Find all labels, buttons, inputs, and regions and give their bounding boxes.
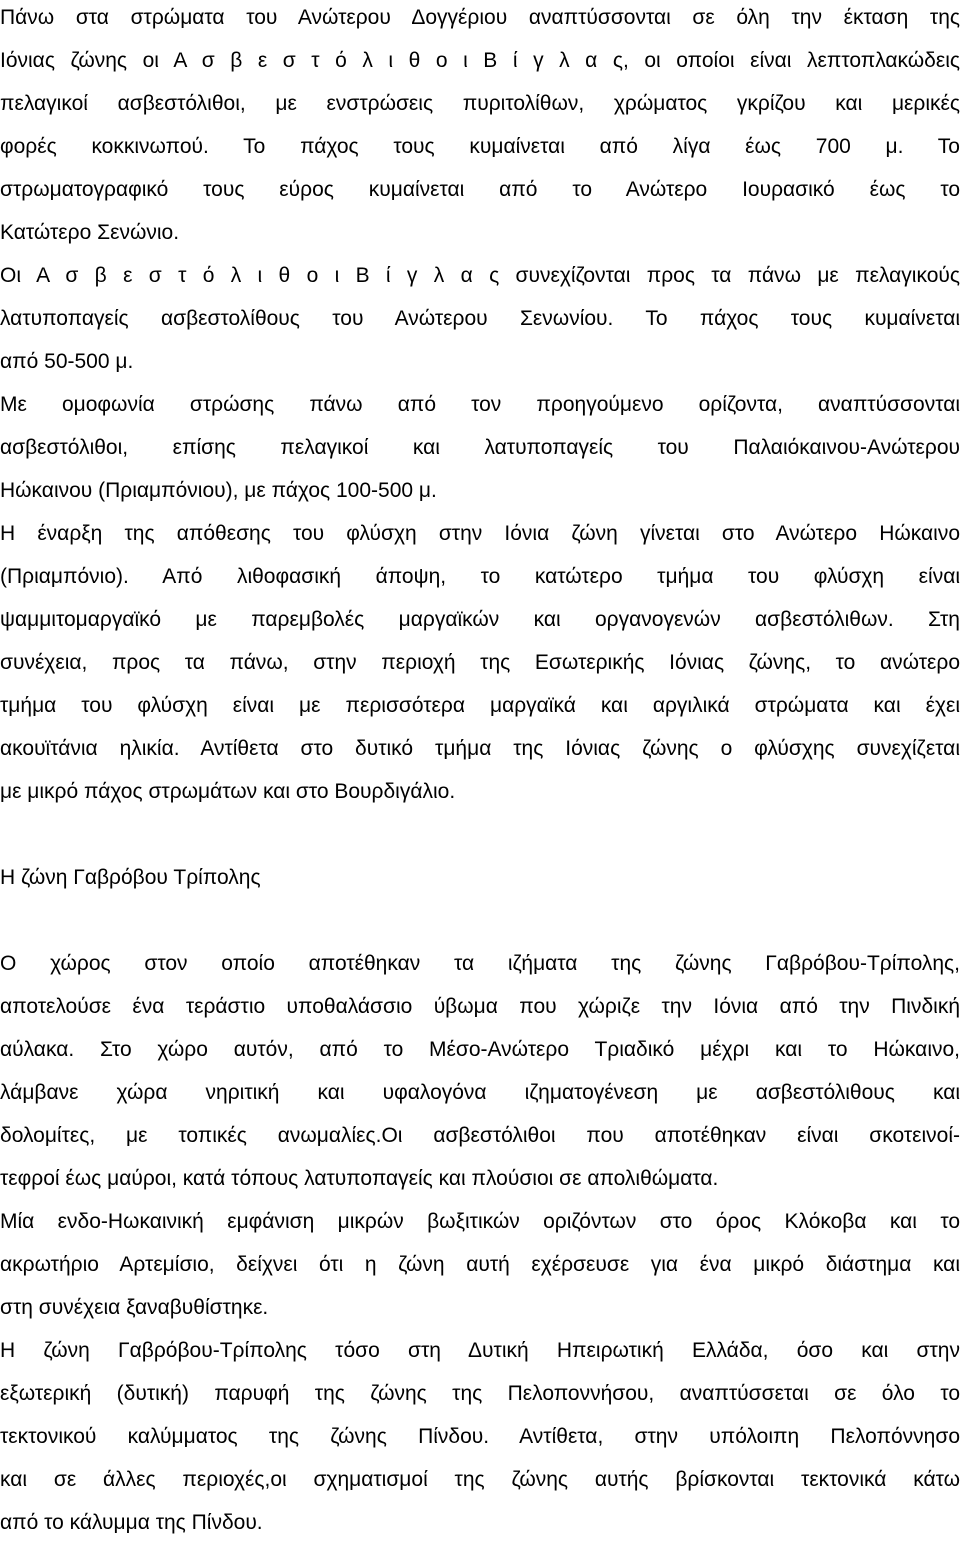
paragraph-line: συνέχεια, προς τα πάνω, στην περιοχή της Εσωτερικής Ιόνιας ζώνης, το ανώτερο xyxy=(0,651,960,674)
paragraph-line: τμήμα του φλύσχη είναι με περισσότερα μαργαϊκά και αργιλικά στρώματα και έχει xyxy=(0,694,960,717)
paragraph-line: αύλακα. Στο χώρο αυτόν, από το Μέσο-Ανώτερο Τριαδικό μέχρι και το Ηώκαινο, xyxy=(0,1038,960,1061)
paragraph-line: ακουϊτάνια ηλικία. Αντίθετα στο δυτικό τμήμα της Ιόνιας ζώνης ο φλύσχης συνεχίζεται xyxy=(0,737,960,760)
paragraph-line: Με ομοφωνία στρώσης πάνω από τον προηγούμενο ορίζοντα, αναπτύσσονται xyxy=(0,393,960,416)
paragraph-line: λατυποπαγείς ασβεστολίθους του Ανώτερου Σενωνίου. Το πάχος τους κυμαίνεται xyxy=(0,307,960,330)
paragraph-line: στη συνέχεια ξαναβυθίστηκε. xyxy=(0,1296,269,1319)
paragraph-line: Μία ενδο-Ηωκαινική εμφάνιση μικρών βωξιτικών οριζόντων στο όρος Κλόκοβα και το xyxy=(0,1210,960,1233)
paragraph-line: πελαγικοί ασβεστόλιθοι, με ενστρώσεις πυριτολίθων, χρώματος γκρίζου και μερικές xyxy=(0,92,960,115)
paragraph-line: στρωματογραφικό τους εύρος κυμαίνεται από το Ανώτερο Ιουρασικό έως το xyxy=(0,178,960,201)
paragraph-line: Ηώκαινου (Πριαμπόνιου), με πάχος 100-500 μ. xyxy=(0,479,437,502)
paragraph-line: Η ζώνη Γαβρόβου-Τρίπολης τόσο στη Δυτική Ηπειρωτική Ελλάδα, όσο και στην xyxy=(0,1339,960,1362)
paragraph-line: Κατώτερο Σενώνιο. xyxy=(0,221,180,244)
section-heading: Η ζώνη Γαβρόβου Τρίπολης xyxy=(0,866,261,889)
paragraph-line: εξωτερική (δυτική) παρυφή της ζώνης της Πελοποννήσου, αναπτύσσεται σε όλο το xyxy=(0,1382,960,1405)
paragraph-line: τεκτονικού καλύμματος της ζώνης Πίνδου. Αντίθετα, στην υπόλοιπη Πελοπόννησο xyxy=(0,1425,960,1448)
paragraph-line: λάμβανε χώρα νηριτική και υφαλογόνα ιζηματογένεση με ασβεστόλιθους και xyxy=(0,1081,960,1104)
paragraph-line: Η έναρξη της απόθεσης του φλύσχη στην Ιόνια ζώνη γίνεται στο Ανώτερο Ηώκαινο xyxy=(0,522,960,545)
paragraph-line: φορές κοκκινωπού. Το πάχος τους κυμαίνεται από λίγα έως 700 μ. Το xyxy=(0,135,960,158)
paragraph-line: από 50-500 μ. xyxy=(0,350,134,373)
paragraph-line: από το κάλυμμα της Πίνδου. xyxy=(0,1511,263,1534)
paragraph-line: αποτελούσε ένα τεράστιο υποθαλάσσιο ύβωμα που χώριζε την Ιόνια από την Πινδική xyxy=(0,995,960,1018)
paragraph-line: ακρωτήριο Αρτεμίσιο, δείχνει ότι η ζώνη αυτή εχέρσευσε για ένα μικρό διάστημα και xyxy=(0,1253,960,1276)
paragraph-line: Ιόνιας ζώνης οι Α σ β ε σ τ ό λ ι θ ο ι Β ί γ λ α ς, οι οποίοι είναι λεπτοπλακώδεις xyxy=(0,49,960,72)
paragraph-line: Οι Α σ β ε σ τ ό λ ι θ ο ι Β ί γ λ α ς συνεχίζονται προς τα πάνω με πελαγικούς xyxy=(0,264,960,287)
paragraph-line: ψαμμιτομαργαϊκό με παρεμβολές μαργαϊκών και οργανογενών ασβεστόλιθων. Στη xyxy=(0,608,960,631)
paragraph-line: (Πριαμπόνιο). Από λιθοφασική άποψη, το κατώτερο τμήμα του φλύσχη είναι xyxy=(0,565,960,588)
paragraph-line: Πάνω στα στρώματα του Ανώτερου Δογγέριου αναπτύσσονται σε όλη την έκταση της xyxy=(0,6,960,29)
paragraph-line: με μικρό πάχος στρωμάτων και στο Βουρδιγάλιο. xyxy=(0,780,456,803)
paragraph-line: Ο χώρος στον οποίο αποτέθηκαν τα ιζήματα της ζώνης Γαβρόβου-Τρίπολης, xyxy=(0,952,960,975)
paragraph-line: τεφροί έως μαύροι, κατά τόπους λατυποπαγείς και πλούσιοι σε απολιθώματα. xyxy=(0,1167,719,1190)
paragraph-line: δολομίτες, με τοπικές ανωμαλίες.Οι ασβεστόλιθοι που αποτέθηκαν είναι σκοτεινοί- xyxy=(0,1124,960,1147)
paragraph-line: ασβεστόλιθοι, επίσης πελαγικοί και λατυποπαγείς του Παλαιόκαινου-Ανώτερου xyxy=(0,436,960,459)
paragraph-line: και σε άλλες περιοχές,οι σχηματισμοί της ζώνης αυτής βρίσκονται τεκτονικά κάτω xyxy=(0,1468,960,1491)
